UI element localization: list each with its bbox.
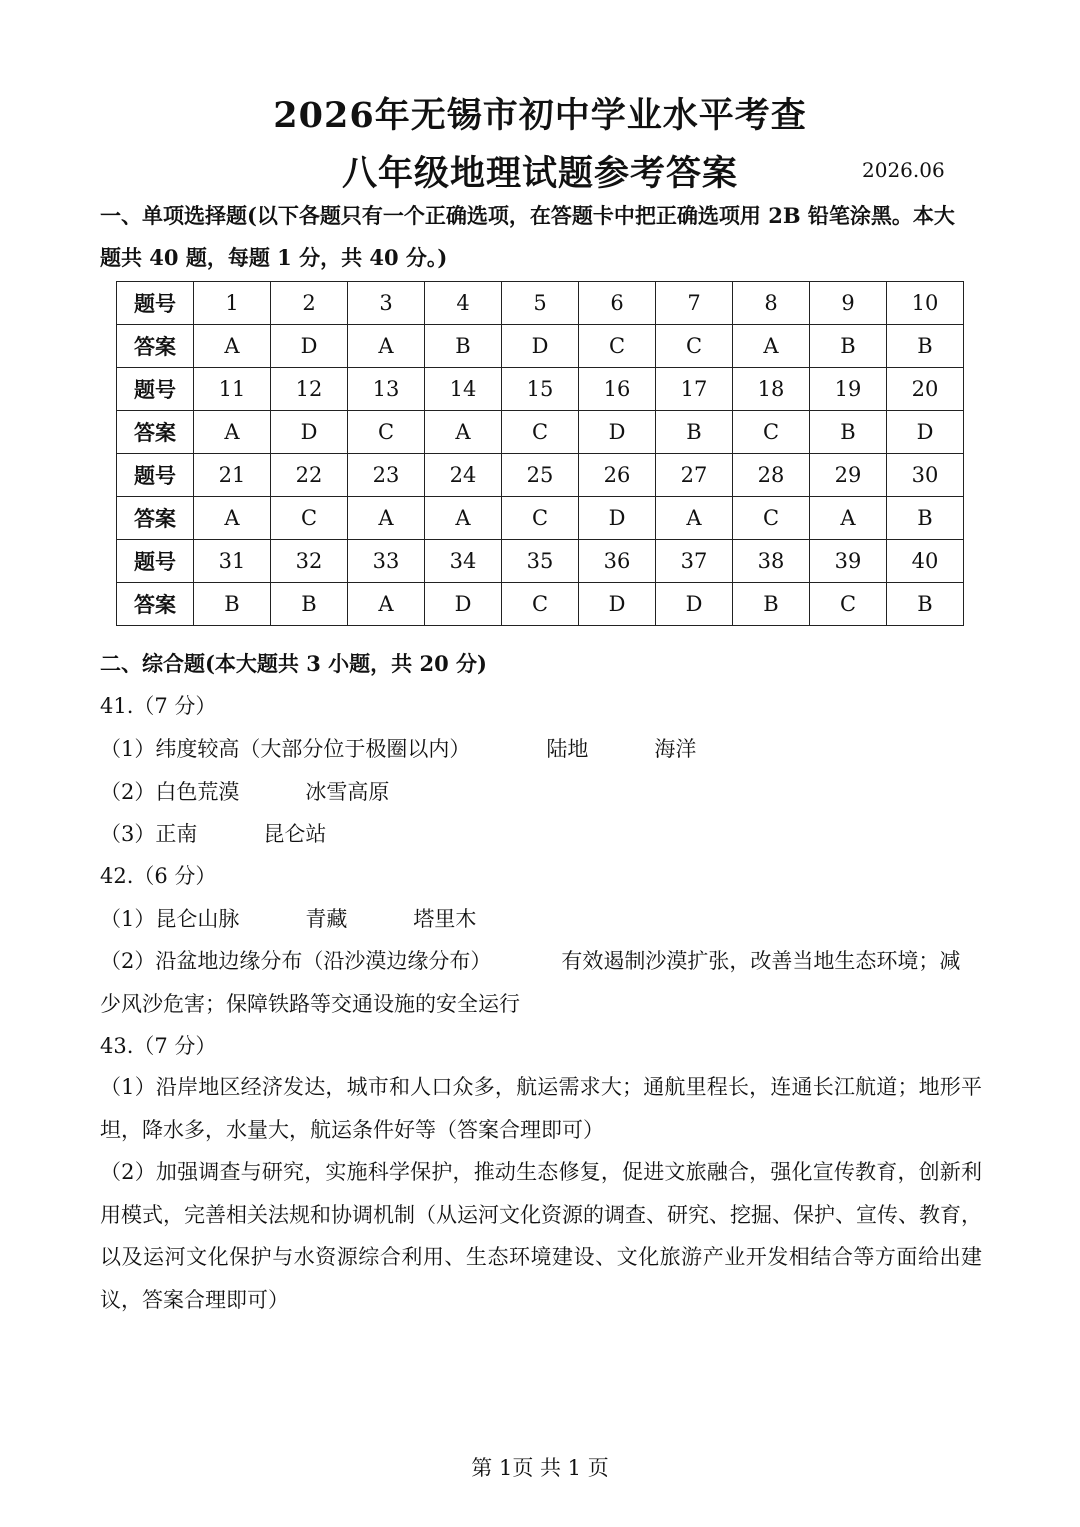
answer-cell: C [733,411,810,454]
question-number-cell: 24 [425,454,502,497]
question-number-cell: 40 [887,540,964,583]
q42-part1-answer3: 塔里木 [413,907,477,931]
answer-cell: C [733,497,810,540]
question-number-cell: 2 [271,282,348,325]
question-number-cell: 25 [502,454,579,497]
answer-cell: D [502,325,579,368]
question-number-cell: 32 [271,540,348,583]
q42-title: 42.（6 分） [100,864,217,888]
question-number-cell: 28 [733,454,810,497]
answer-cell: B [194,583,271,626]
answer-cell: A [656,497,733,540]
q41-part3-answer1: （3）正南 [100,822,198,846]
question-number-cell: 10 [887,282,964,325]
question-number-cell: 37 [656,540,733,583]
section1-heading-line1: 一、单项选择题(以下各题只有一个正确选项，在答题卡中把正确选项用 2B 铅笔涂黑。本大 [100,203,955,228]
q43-part2: （2）加强调查与研究，实施科学保护，推动生态修复，促进文旅融合，强化宣传教育，创新利用模式，完善相关法规和协调机制（从运河文化资源的调查、研究、挖掘、保护、宣传、教育，以及运河文化保护与水资源综合利用、生态环境建设、文化旅游产业开发相结合等方面给出建议，答案合理即可） [100,1160,982,1312]
q42-part2 [100,945,960,975]
question-number-cell: 38 [733,540,810,583]
question-number-cell: 6 [579,282,656,325]
q41-part3-answer2: 昆仑站 [263,822,327,846]
answer-row [117,583,964,626]
question-number-cell: 5 [502,282,579,325]
question-number-cell: 16 [579,368,656,411]
question-number-cell: 22 [271,454,348,497]
question-number-cell: 1 [194,282,271,325]
answer-cell: B [810,325,887,368]
answer-row [117,411,964,454]
answer-cell: A [194,411,271,454]
answer-cell: B [733,583,810,626]
question-number-cell: 11 [194,368,271,411]
answer-cell: A [194,325,271,368]
answer-cell: A [348,497,425,540]
question-number-cell: 23 [348,454,425,497]
q41-part2 [100,776,389,806]
question-number-row [117,454,964,497]
question-number-row [117,368,964,411]
answer-cell: D [579,411,656,454]
page-footer: 第 1页 共 1 页 [471,1456,609,1480]
answer-cell: A [733,325,810,368]
question-number-cell: 17 [656,368,733,411]
section1-heading-line2: 题共 40 题，每题 1 分，共 40 分。) [100,245,448,270]
q43-title: 43.（7 分） [100,1034,217,1058]
question-number-cell: 13 [348,368,425,411]
exam-date: 2026.06 [862,158,945,182]
row-label-question: 题号 [117,454,194,497]
row-label-answer: 答案 [117,583,194,626]
answer-cell: B [887,497,964,540]
answer-cell: C [348,411,425,454]
question-number-cell: 26 [579,454,656,497]
answer-cell: C [502,583,579,626]
answer-cell: D [579,497,656,540]
answer-cell: C [502,497,579,540]
row-label-answer: 答案 [117,325,194,368]
q41-title: 41.（7 分） [100,694,217,718]
answer-cell: A [348,325,425,368]
answer-cell: B [887,325,964,368]
answer-cell: A [348,583,425,626]
answer-cell: B [810,411,887,454]
row-label-question: 题号 [117,368,194,411]
answer-cell: B [887,583,964,626]
question-number-cell: 21 [194,454,271,497]
q42-part2-answer1: （2）沿盆地边缘分布（沿沙漠边缘分布） [100,949,492,973]
answer-table [116,281,964,626]
question-number-cell: 4 [425,282,502,325]
answer-cell: C [656,325,733,368]
question-number-cell: 30 [887,454,964,497]
answer-cell: D [656,583,733,626]
q42-part1 [100,903,476,933]
answer-cell: A [194,497,271,540]
q42-part2-answer2: 有效遏制沙漠扩张，改善当地生态环境；减 [561,949,961,973]
answer-cell: A [810,497,887,540]
answer-cell: A [425,411,502,454]
answer-cell: A [425,497,502,540]
question-number-cell: 33 [348,540,425,583]
question-number-cell: 34 [425,540,502,583]
q41-part1-answer2: 陆地 [546,737,589,761]
answer-row [117,497,964,540]
row-label-answer: 答案 [117,411,194,454]
question-number-cell: 35 [502,540,579,583]
q42-part1-answer2: 青藏 [305,907,348,931]
answer-cell: B [425,325,502,368]
answer-cell: D [579,583,656,626]
question-number-cell: 8 [733,282,810,325]
question-number-row [117,282,964,325]
answer-cell: C [810,583,887,626]
answer-cell: D [425,583,502,626]
question-number-cell: 19 [810,368,887,411]
question-number-cell: 36 [579,540,656,583]
answer-cell: C [271,497,348,540]
page-subtitle: 八年级地理试题参考答案 [341,153,738,194]
row-label-answer: 答案 [117,497,194,540]
question-number-cell: 9 [810,282,887,325]
question-number-cell: 3 [348,282,425,325]
answer-cell: D [271,325,348,368]
q41-part2-answer2: 冰雪高原 [305,780,390,804]
q43-part1: （1）沿岸地区经济发达，城市和人口众多，航运需求大；通航里程长，连通长江航道；地形平坦，降水多，水量大，航运条件好等（答案合理即可） [100,1075,982,1142]
row-label-question: 题号 [117,282,194,325]
question-number-cell: 14 [425,368,502,411]
answer-cell: D [271,411,348,454]
q41-part1-answer1: （1）纬度较高（大部分位于极圈以内） [100,737,471,761]
answer-cell: C [579,325,656,368]
section2-heading: 二、综合题(本大题共 3 小题，共 20 分) [100,651,487,676]
answer-cell: C [502,411,579,454]
answer-cell: D [887,411,964,454]
answer-cell: B [656,411,733,454]
page-title: 2026年无锡市初中学业水平考查 [273,95,807,136]
row-label-question: 题号 [117,540,194,583]
question-number-cell: 29 [810,454,887,497]
question-number-cell: 15 [502,368,579,411]
q41-part1 [100,733,696,763]
q42-part1-answer1: （1）昆仑山脉 [100,907,240,931]
q41-part2-answer1: （2）白色荒漠 [100,780,240,804]
question-number-cell: 39 [810,540,887,583]
answer-row [117,325,964,368]
question-number-cell: 18 [733,368,810,411]
q41-part1-answer3: 海洋 [654,737,697,761]
q41-part3 [100,818,326,848]
question-number-cell: 12 [271,368,348,411]
question-number-cell: 7 [656,282,733,325]
answer-cell: B [271,583,348,626]
q42-part2-continued: 少风沙危害；保障铁路等交通设施的安全运行 [100,992,520,1016]
question-number-cell: 27 [656,454,733,497]
question-number-cell: 20 [887,368,964,411]
question-number-cell: 31 [194,540,271,583]
question-number-row [117,540,964,583]
